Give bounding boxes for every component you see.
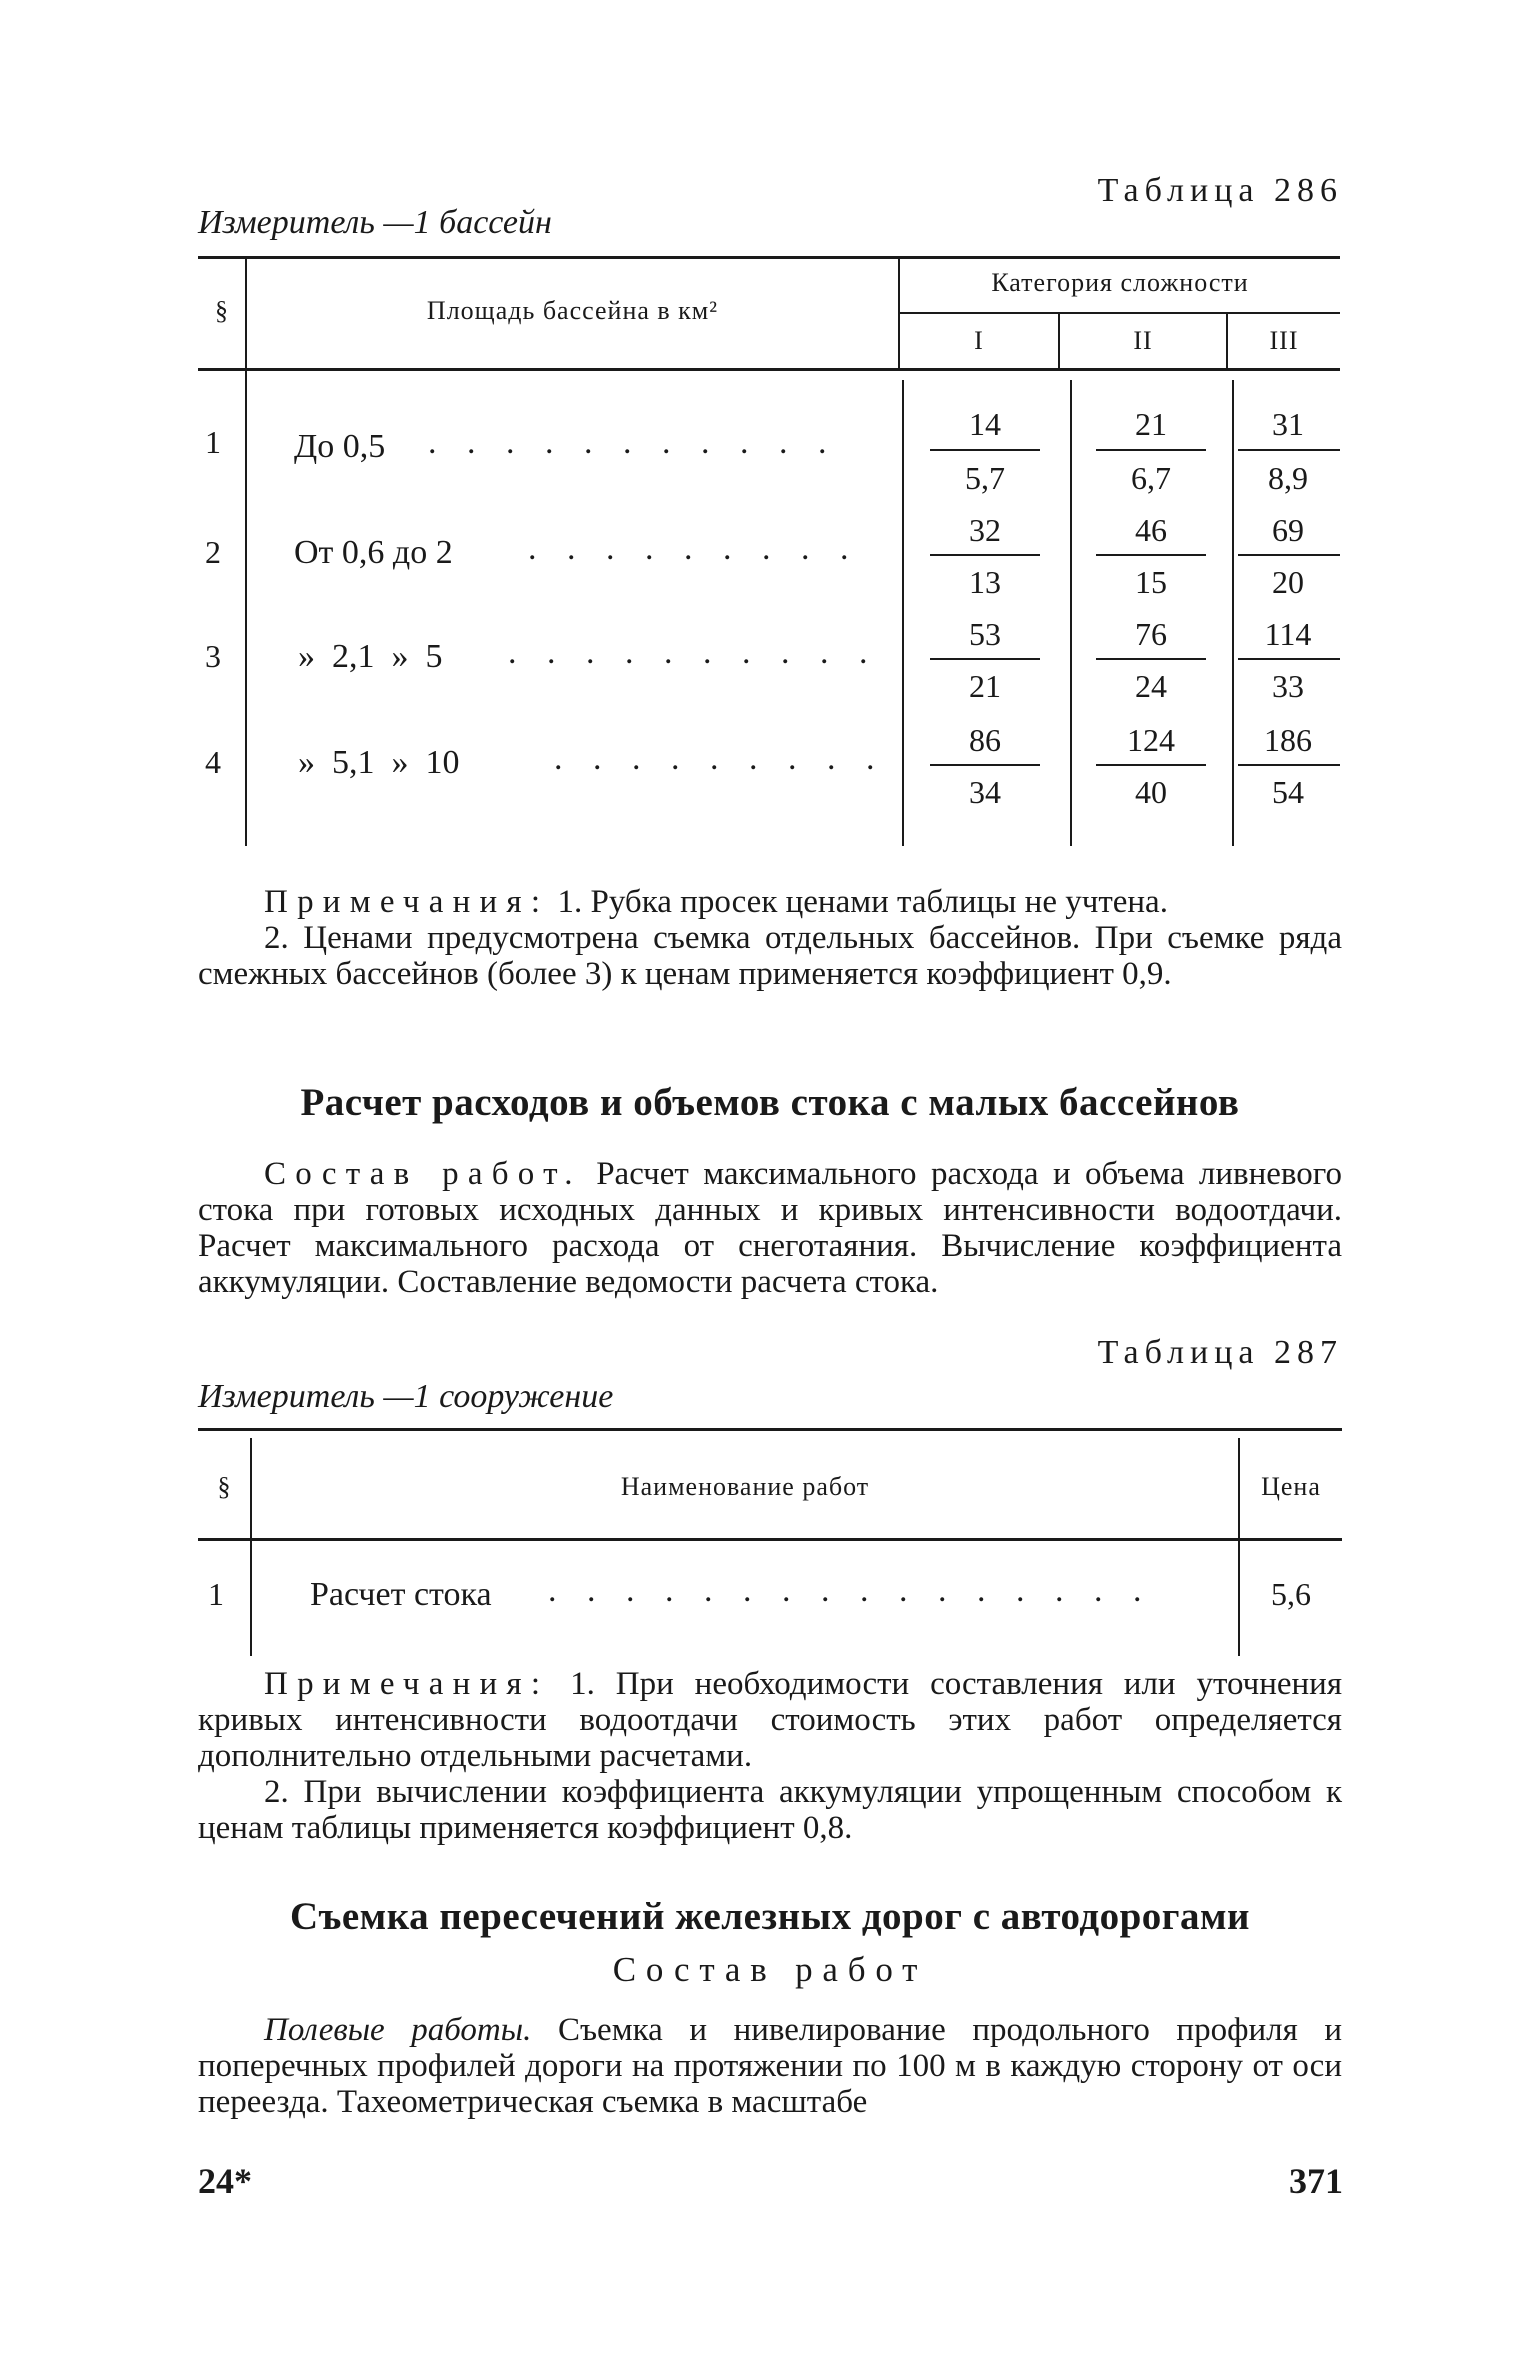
value-den: 13 bbox=[969, 564, 1001, 600]
row-leader: . . . . . . . . . . bbox=[508, 634, 879, 671]
value-num: 32 bbox=[969, 512, 1001, 548]
note-2: 2. При вычислении коэффициента аккумуляции упрощенным способом к ценам таблицы применяется коэффициент 0,8. bbox=[198, 1774, 1342, 1846]
row-label: » 5,1 » 10 bbox=[298, 744, 460, 781]
value-num: 114 bbox=[1264, 616, 1312, 652]
note-1: 1. Рубка просек ценами таблицы не учтена. bbox=[557, 884, 1168, 920]
work-label: Состав работ. bbox=[264, 1156, 582, 1192]
row-label: Расчет стока bbox=[310, 1576, 492, 1613]
col-header-price: Цена bbox=[1261, 1472, 1321, 1501]
value-den: 5,7 bbox=[965, 460, 1005, 496]
note-1: 1. При необходимости составления или уточнения кривых интенсивности водоотдачи стоимость этих работ определяется дополнительно отдельными расчетами. bbox=[198, 1666, 1342, 1774]
value-den: 21 bbox=[969, 668, 1001, 704]
field-works bbox=[198, 2012, 1342, 2120]
work-text: Расчет максимального расхода и объема ливневого стока при готовых исходных данных и кривых интенсивности водоотдачи. Расчет максимального расхода от снеготаяния. Вычисление коэффициента аккумуляции. Составление ведомости расчета стока. bbox=[198, 1156, 1343, 1300]
section-heading: Съемка пересечений железных дорог с автодорогами bbox=[289, 1895, 1251, 1938]
col-header-num: § bbox=[217, 1472, 231, 1501]
table-287 bbox=[198, 1428, 1342, 1656]
work-composition bbox=[198, 1156, 1342, 1300]
table-287-label: Таблица 287 bbox=[1097, 1334, 1343, 1371]
page-number: 371 bbox=[1289, 2161, 1343, 2201]
table-286-notes bbox=[198, 884, 1342, 992]
col-header-name: Наименование работ bbox=[620, 1472, 870, 1501]
row-label: От 0,6 до 2 bbox=[294, 534, 453, 571]
value-den: 15 bbox=[1135, 564, 1167, 600]
value-num: 14 bbox=[969, 406, 1001, 442]
col-header-cat1: I bbox=[974, 326, 984, 355]
col-header-cat3: III bbox=[1269, 326, 1299, 355]
table-286 bbox=[198, 256, 1340, 848]
value-num: 86 bbox=[969, 722, 1001, 758]
notes-label: Примечания: bbox=[264, 1666, 550, 1702]
field-label: Полевые работы. bbox=[264, 2012, 532, 2048]
row-leader: . . . . . . . . . . . . . . . . bbox=[548, 1572, 1153, 1609]
value-den: 8,9 bbox=[1268, 460, 1308, 496]
row-leader: . . . . . . . . . bbox=[528, 530, 860, 567]
value-num: 31 bbox=[1272, 406, 1304, 442]
table-286-measure: Измеритель —1 бассейн bbox=[198, 204, 552, 241]
col-header-num: § bbox=[215, 296, 228, 325]
row-num: 2 bbox=[205, 534, 221, 570]
notes-label: Примечания: bbox=[264, 884, 550, 920]
value-num: 53 bbox=[969, 616, 1001, 652]
table-287-notes bbox=[198, 1666, 1342, 1846]
signature-mark: 24* bbox=[198, 2161, 252, 2201]
value-num: 76 bbox=[1135, 616, 1167, 652]
value-den: 24 bbox=[1135, 668, 1167, 704]
row-price: 5,6 bbox=[1271, 1576, 1311, 1612]
value-den: 34 bbox=[969, 774, 1001, 810]
value-num: 21 bbox=[1135, 406, 1167, 442]
value-num: 124 bbox=[1127, 722, 1175, 758]
note-2: 2. Ценами предусмотрена съемка отдельных бассейнов. При съемке ряда смежных бассейнов (более 3) к ценам применяется коэффициент 0,9. bbox=[198, 920, 1342, 992]
row-label: До 0,5 bbox=[294, 428, 386, 465]
value-num: 69 bbox=[1272, 512, 1304, 548]
row-leader: . . . . . . . . . . . bbox=[428, 424, 838, 461]
row-label: » 2,1 » 5 bbox=[298, 638, 443, 675]
field-text: Съемка и нивелирование продольного профиля и поперечных профилей дороги на протяжении по 100 м в каждую сторону от оси переезда. Тахеометрическая съемка в масштабе bbox=[198, 2012, 1343, 2120]
section-heading: Расчет расходов и объемов стока с малых бассейнов bbox=[300, 1081, 1240, 1124]
row-num: 1 bbox=[205, 424, 221, 460]
value-num: 186 bbox=[1264, 722, 1312, 758]
table-287-measure: Измеритель —1 сооружение bbox=[198, 1378, 614, 1415]
col-header-cat2: II bbox=[1133, 326, 1153, 355]
row-num: 1 bbox=[208, 1576, 224, 1612]
value-den: 33 bbox=[1272, 668, 1304, 704]
value-num: 46 bbox=[1135, 512, 1167, 548]
row-num: 4 bbox=[205, 744, 221, 780]
section-subheading: Состав работ bbox=[612, 1950, 928, 1989]
table-286-label: Таблица 286 bbox=[1097, 172, 1343, 209]
value-den: 20 bbox=[1272, 564, 1304, 600]
col-header-category: Категория сложности bbox=[991, 268, 1249, 297]
value-den: 40 bbox=[1135, 774, 1167, 810]
value-den: 54 bbox=[1272, 774, 1304, 810]
value-den: 6,7 bbox=[1131, 460, 1171, 496]
row-leader: . . . . . . . . . bbox=[554, 740, 886, 777]
col-header-area: Площадь бассейна в км² bbox=[426, 296, 719, 325]
row-num: 3 bbox=[205, 638, 221, 674]
